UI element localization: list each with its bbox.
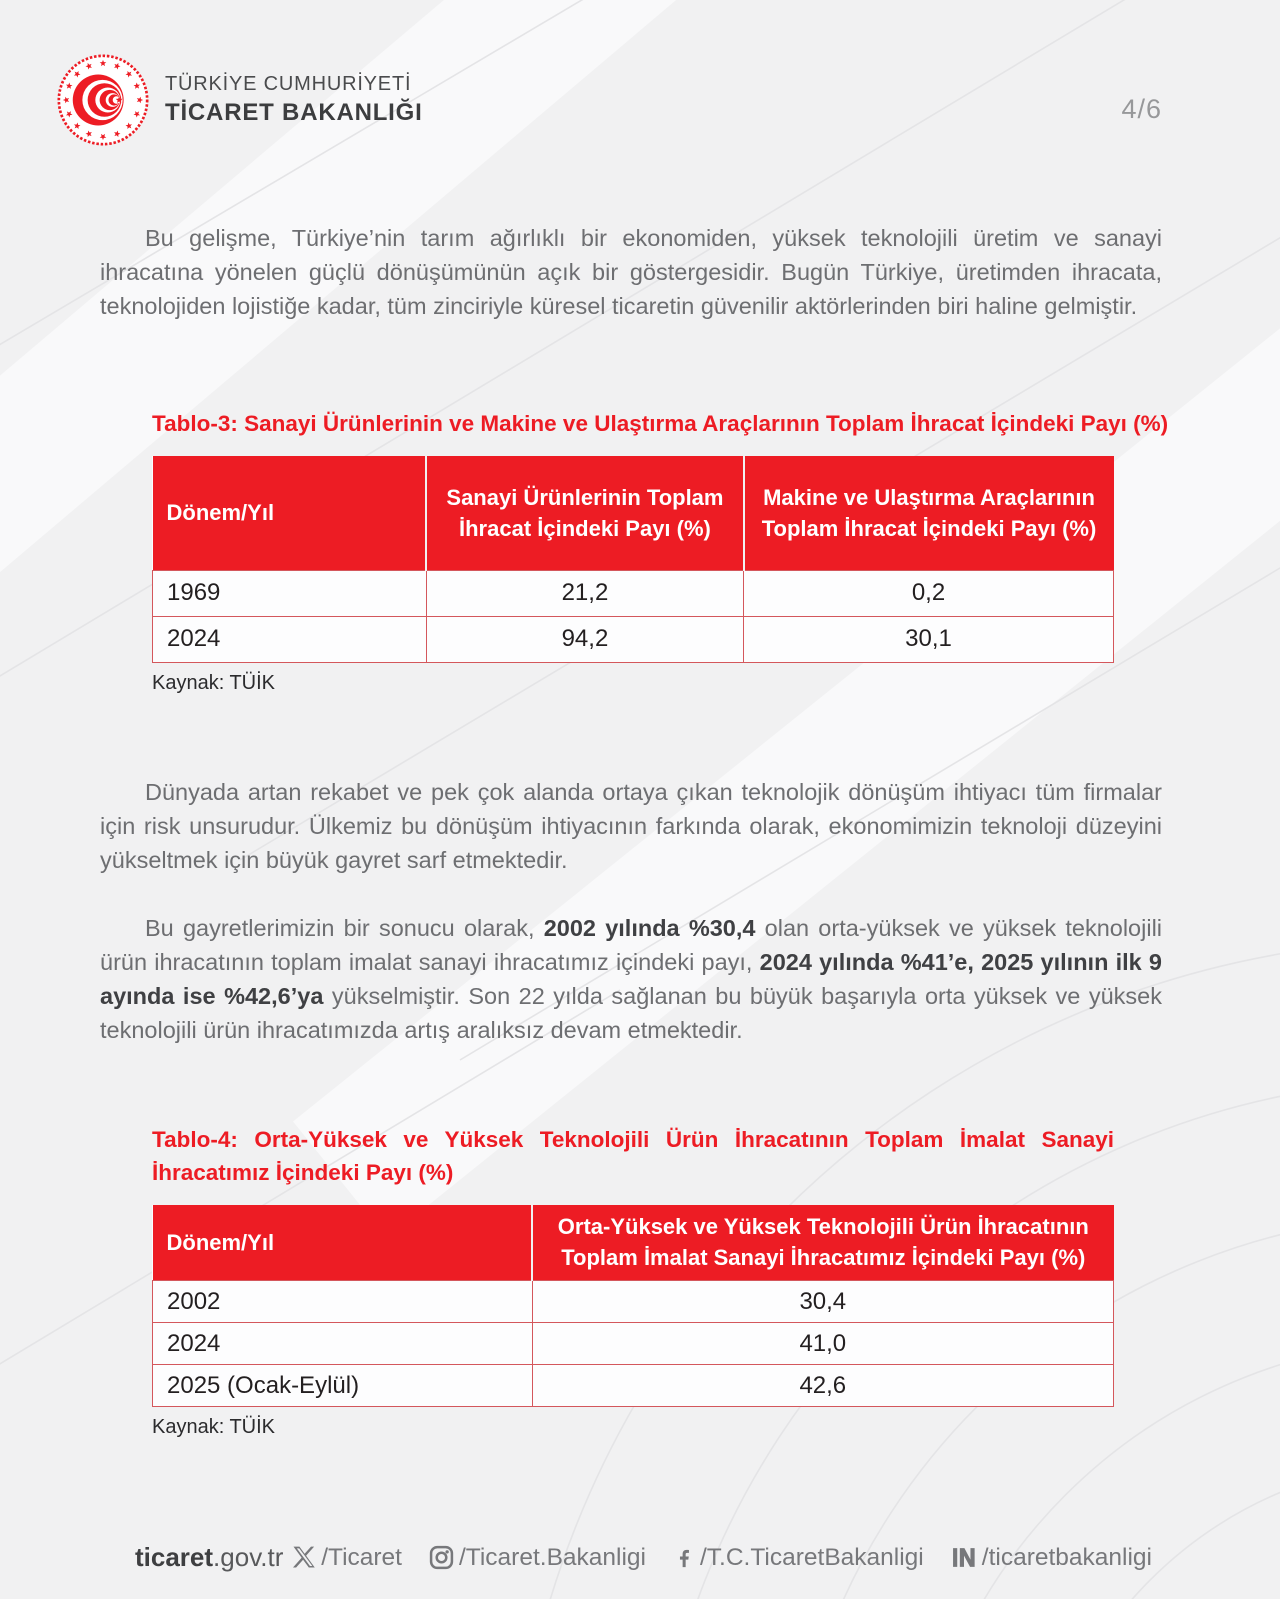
instagram-link[interactable]: [429, 1544, 646, 1572]
x-icon: [291, 1545, 316, 1570]
table-4-cell-year: 2002: [153, 1281, 533, 1323]
crescent-echo-motif: [73, 75, 124, 126]
table-3-cell-value: 21,2: [426, 570, 743, 616]
facebook-icon: [673, 1545, 695, 1570]
paragraph-3-bold-2002: 2002 yılında %30,4: [543, 914, 756, 941]
table-3-header-makine: Makine ve Ulaştırma Araçlarının Toplam İhracat İçindeki Payı (%): [744, 456, 1114, 570]
table-3-title: Tablo-3: Sanayi Ürünlerinin ve Makine ve Ulaştırma Araçlarının Toplam İhracat İçindeki Payı (%): [152, 411, 1169, 436]
table-row: [153, 1281, 1114, 1323]
table-3-cell-year: 2024: [153, 616, 427, 662]
table-4-source: Kaynak: TÜİK: [152, 1416, 276, 1438]
table-3-header-sanayi: Sanayi Ürünlerinin Toplam İhracat İçindeki Payı (%): [426, 456, 743, 570]
website-link[interactable]: [135, 1542, 283, 1573]
instagram-icon: [429, 1545, 454, 1570]
document-body: [0, 221, 1280, 1439]
table-row: [153, 570, 1114, 616]
nsosyal-icon: [951, 1545, 977, 1570]
ministry-name: [165, 73, 423, 127]
table-row: [153, 616, 1114, 662]
table-4-header-teknolojili: Orta-Yüksek ve Yüksek Teknolojili Ürün İhracatının Toplam İmalat Sanayi İhracatımız İçindeki Payı (%): [532, 1205, 1113, 1281]
table-3-header-row: [153, 456, 1114, 570]
table-4: [152, 1205, 1114, 1408]
table-4-cell-year: 2024: [153, 1323, 533, 1365]
document-header: [0, 0, 1280, 148]
table-4-title: Tablo-4: Orta-Yüksek ve Yüksek Teknolojili Ürün İhracatının Toplam İmalat Sanayi İhracatımız İçindeki Payı (%): [152, 1126, 1114, 1185]
ministry-name-line2: TİCARET BAKANLIĞI: [165, 99, 423, 126]
document-footer: [0, 1542, 1280, 1573]
instagram-handle: /Ticaret.Bakanligi: [458, 1543, 646, 1571]
ministry-emblem-logo: [55, 52, 151, 148]
table-4-cell-value: 30,4: [532, 1281, 1113, 1323]
nsosyal-handle: /ticaretbakanligi: [981, 1543, 1152, 1571]
table-4-cell-value: 42,6: [532, 1365, 1113, 1407]
table-4-header-donem: Dönem/Yıl: [153, 1205, 533, 1281]
paragraph-3-bold-2024: 2024 yılında %41’e, 2025 yılının ilk 9 ayında ise %42,6’ya: [100, 948, 1162, 1009]
paragraph-3-text: olan orta-yüksek ve yüksek teknolojili ürün ihracatının toplam imalat sanayi ihracatımız içindeki payı,: [100, 914, 1163, 975]
website-rest-part: .gov.tr: [213, 1542, 284, 1572]
paragraph-3-text: Bu gayretlerimizin bir sonucu olarak,: [145, 914, 544, 941]
x-handle: /Ticaret: [321, 1543, 402, 1571]
table-3-header-donem: Dönem/Yıl: [153, 456, 427, 570]
table-4-cell-value: 41,0: [532, 1323, 1113, 1365]
paragraph-2: Dünyada artan rekabet ve pek çok alanda ortaya çıkan teknolojik dönüşüm ihtiyacı tüm firmalar için risk unsurudur. Ülkemiz bu dönüşüm ihtiyacının farkında olarak, ekonomimizin teknoloji düzeyini yükseltmek için büyük gayret sarf etmektedir.: [100, 778, 1162, 873]
social-links: [291, 1544, 1152, 1572]
website-bold-part: ticaret: [135, 1542, 214, 1572]
table-4-cell-year: 2025 (Ocak-Eylül): [153, 1365, 533, 1407]
paragraph-3-text: yükselmiştir. Son 22 yılda sağlanan bu büyük başarıyla orta yüksek ve yüksek teknolojili ürün ihracatımızda artış aralıksız devam etmektedir.: [100, 982, 1162, 1043]
page-number: 4/6: [1121, 93, 1162, 124]
table-3-cell-year: 1969: [153, 570, 427, 616]
table-3-cell-value: 0,2: [744, 570, 1114, 616]
paragraph-3: [100, 911, 1162, 1047]
facebook-handle: /T.C.TicaretBakanligi: [700, 1543, 924, 1571]
table-3: [152, 456, 1114, 663]
nsosyal-link[interactable]: [951, 1544, 1152, 1572]
table-row: [153, 1323, 1114, 1365]
table-4-header-row: [153, 1205, 1114, 1281]
ministry-name-line1: TÜRKİYE CUMHURİYETİ: [165, 73, 412, 95]
paragraph-1: Bu gelişme, Türkiye’nin tarım ağırlıklı bir ekonomiden, yüksek teknolojili üretim ve sanayi ihracatına yönelen güçlü dönüşümünün açık bir göstergesidir. Bugün Türkiye, üretimden ihracata, teknolojiden lojistiğe kadar, tüm zinciriyle küresel ticaretin güvenilir aktörlerinden biri haline gelmiştir.: [100, 225, 1162, 319]
facebook-link[interactable]: [673, 1544, 924, 1572]
table-3-cell-value: 30,1: [744, 616, 1114, 662]
table-3-cell-value: 94,2: [426, 616, 743, 662]
table-3-source: Kaynak: TÜİK: [152, 671, 276, 694]
table-row: [153, 1365, 1114, 1407]
x-twitter-link[interactable]: [291, 1544, 402, 1572]
